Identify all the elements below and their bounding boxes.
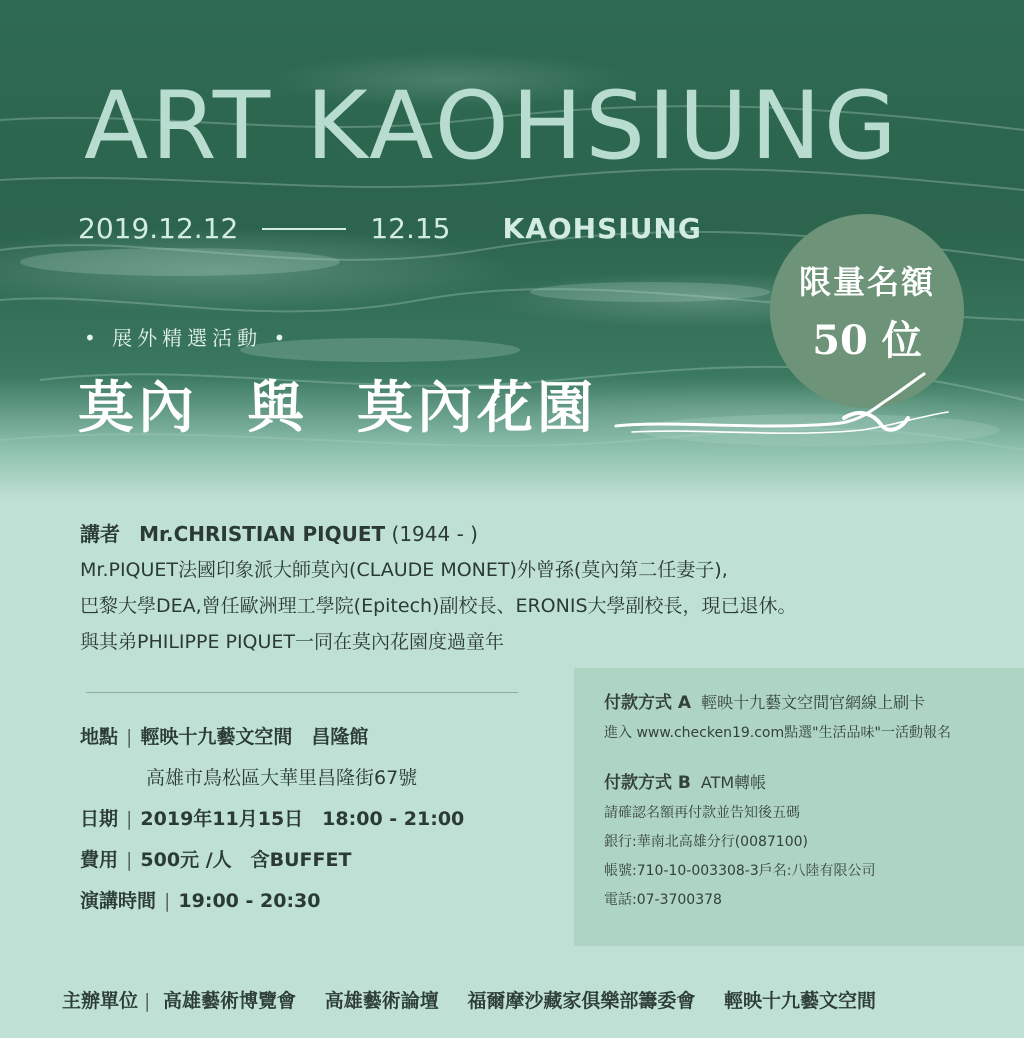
speaker-years: (1944 - ) xyxy=(391,522,478,546)
separator: | xyxy=(126,808,133,830)
speaker-bio-line: Mr.PIQUET法國印象派大師莫內(CLAUDE MONET)外曾孫(莫內第二任妻子), xyxy=(80,559,728,581)
talk-time-label: 演講時間 xyxy=(80,890,157,912)
fee-row xyxy=(80,845,464,886)
separator: | xyxy=(144,990,151,1012)
event-title: ART KAOHSIUNG xyxy=(84,72,900,181)
talk-time-value: 19:00 - 20:30 xyxy=(178,890,321,912)
hero-banner xyxy=(0,0,1024,500)
venue-row xyxy=(80,722,464,763)
organizer-name: 福爾摩沙藏家俱樂部籌委會 xyxy=(467,990,696,1012)
payment-b-line: 請確認名額再付款並告知後五碼 xyxy=(604,805,800,821)
speaker-bio-line: 與其弟PHILIPPE PIQUET一同在莫內花園度過童年 xyxy=(80,631,505,653)
talk-title xyxy=(78,364,597,444)
payment-b-line: 銀行:華南北高雄分行(0087100) xyxy=(604,834,808,850)
payment-b-line: 帳號:710-10-003308-3戶名:八陸有限公司 xyxy=(604,863,876,879)
speaker-label: 講者 xyxy=(80,522,120,546)
speaker-bio-line: 巴黎大學DEA,曾任歐洲理工學院(Epitech)副校長、ERONIS大學副校長，現已退休。 xyxy=(80,595,797,617)
speaker-heading xyxy=(80,516,797,552)
event-dates xyxy=(78,212,702,245)
date-label: 日期 xyxy=(80,808,119,830)
payment-panel xyxy=(574,668,1024,946)
fee-value: 500元 /人 含BUFFET xyxy=(140,849,352,871)
payment-a-heading xyxy=(604,688,1024,713)
payment-b-title: 付款方式 B xyxy=(604,773,691,793)
venue-value: 輕映十九藝文空間 昌隆館 xyxy=(140,726,369,748)
venue-label: 地點 xyxy=(80,726,119,748)
payment-a-instruction: 進入 www.checken19.com點選"生活品味"一活動報名 xyxy=(604,725,951,741)
badge-line-2: 50 位 xyxy=(812,316,922,364)
date-range-line xyxy=(262,228,346,230)
speaker-section xyxy=(80,516,797,660)
separator: | xyxy=(126,726,133,748)
organizers-label: 主辦單位 xyxy=(62,990,139,1012)
payment-b-line: 電話:07-3700378 xyxy=(604,892,722,908)
payment-a-title: 付款方式 A xyxy=(604,693,692,713)
event-city: KAOHSIUNG xyxy=(502,212,702,245)
separator: | xyxy=(164,890,171,912)
talk-title-part-1: 莫內 xyxy=(78,375,198,441)
venue-address: 高雄市鳥松區大華里昌隆街67號 xyxy=(146,767,418,789)
organizers xyxy=(62,986,898,1013)
talk-title-part-3: 莫內花園 xyxy=(357,375,597,441)
payment-b-desc: ATM轉帳 xyxy=(700,773,767,792)
signature-flourish xyxy=(612,368,952,448)
organizer-name: 輕映十九藝文空間 xyxy=(723,990,876,1012)
payment-a-desc: 輕映十九藝文空間官網線上刷卡 xyxy=(701,693,926,712)
organizer-name: 高雄藝術論壇 xyxy=(324,990,439,1012)
speaker-name: Mr.CHRISTIAN PIQUET xyxy=(139,522,386,546)
section-divider xyxy=(86,692,518,693)
date-row xyxy=(80,804,464,845)
fee-label: 費用 xyxy=(80,849,119,871)
subtitle-tag: • 展外精選活動 • xyxy=(84,326,291,350)
payment-b-heading xyxy=(604,768,1024,793)
talk-time-row xyxy=(80,886,464,927)
event-info xyxy=(80,722,464,927)
talk-title-part-2: 與 xyxy=(247,375,308,441)
organizer-name: 高雄藝術博覽會 xyxy=(163,990,297,1012)
separator: | xyxy=(126,849,133,871)
badge-line-1: 限量名額 xyxy=(798,262,935,301)
date-end: 12.15 xyxy=(370,212,451,245)
date-value: 2019年11月15日 18:00 - 21:00 xyxy=(140,808,465,830)
address-row xyxy=(80,763,464,804)
date-start: 2019.12.12 xyxy=(78,212,239,245)
